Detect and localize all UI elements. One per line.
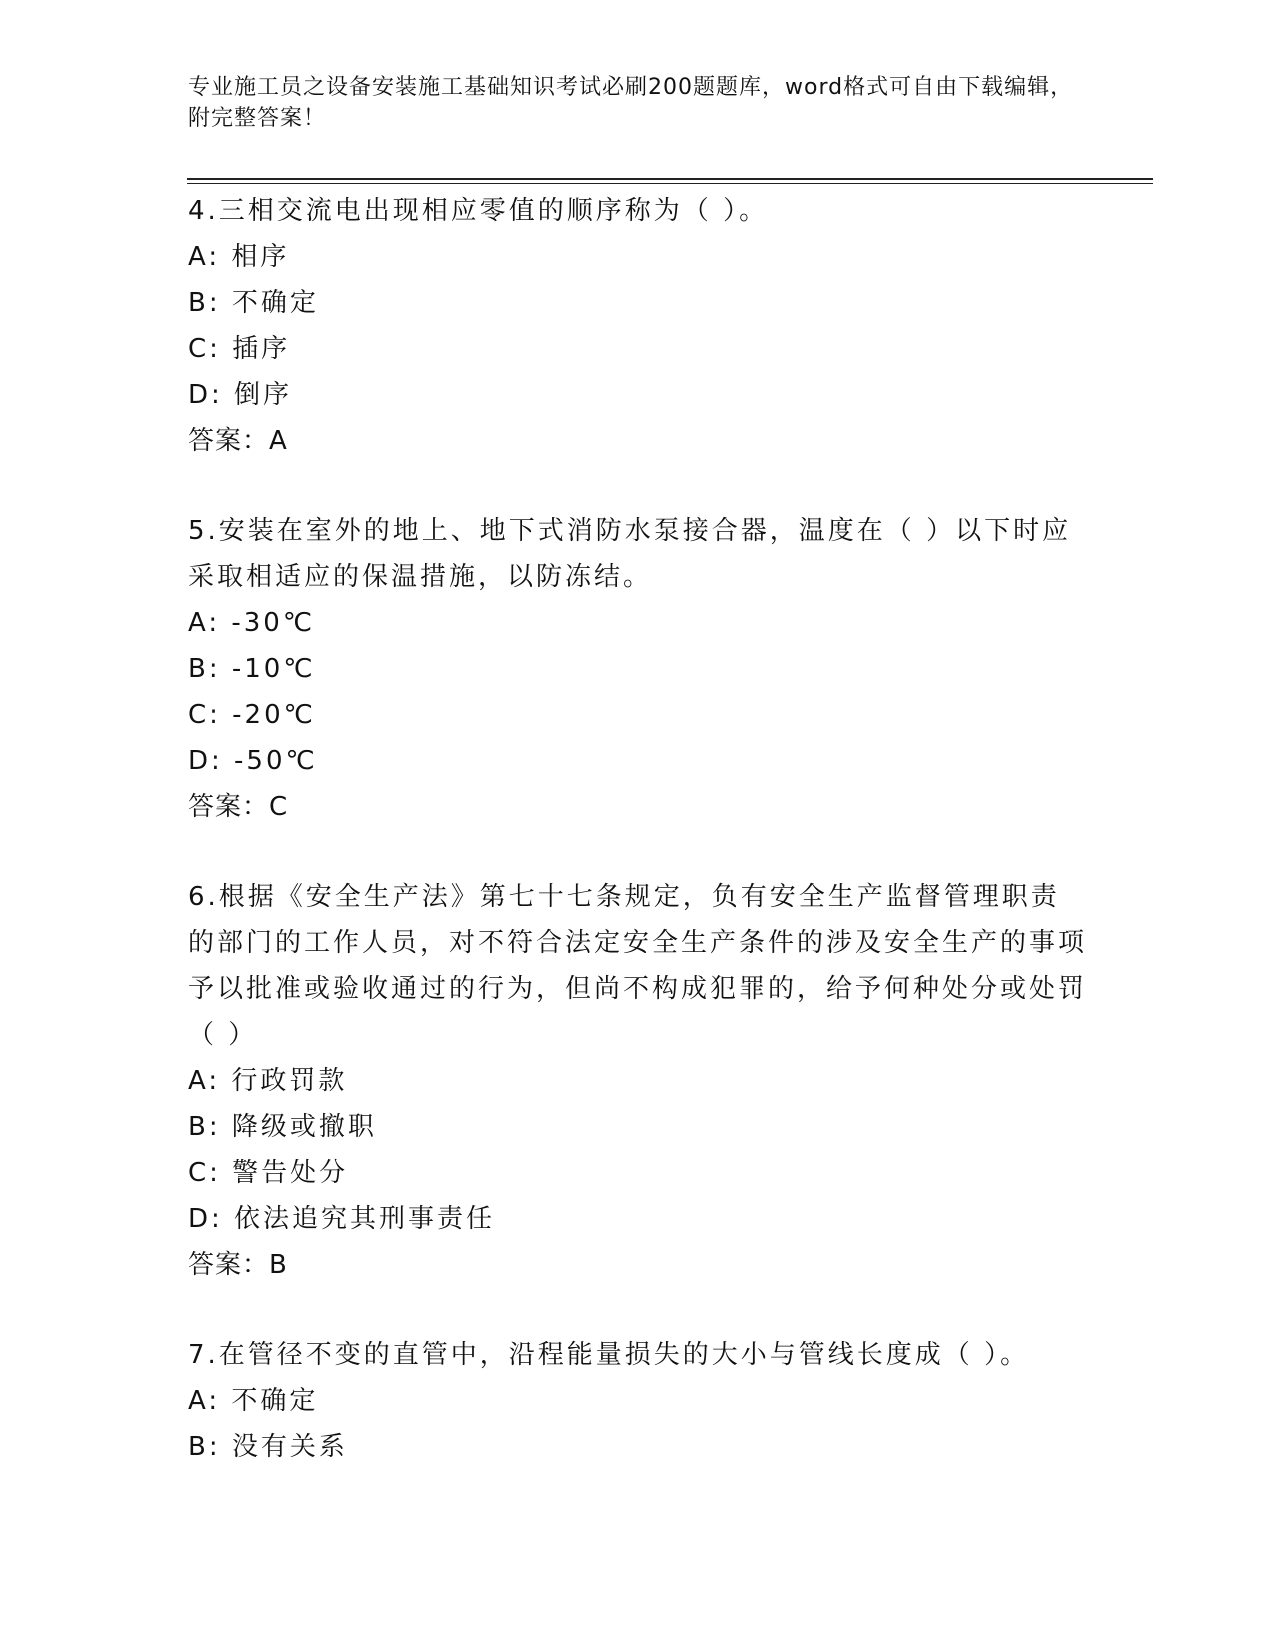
question-stem: 6.根据《安全生产法》第七十七条规定，负有安全生产监督管理职责的部门的工作人员，对不符合法定安全生产条件的涉及安全生产的事项予以批准或验收通过的行为，但尚不构成犯罪的，给予何种处分或处罚（ ） (188, 882, 1088, 1050)
option-d: D: -50℃ (188, 746, 318, 776)
answer-label: 答案：B (188, 1250, 288, 1280)
option-b: B: 不确定 (188, 288, 319, 318)
header-divider-thick (187, 178, 1153, 180)
answer-label: 答案：C (188, 792, 289, 822)
option-d: D: 倒序 (188, 380, 293, 410)
option-c: C: -20℃ (188, 700, 316, 730)
question-stem: 7.在管径不变的直管中，沿程能量损失的大小与管线长度成（ ）。 (188, 1340, 1030, 1370)
option-b: B: 没有关系 (188, 1432, 348, 1462)
option-b: B: 降级或撤职 (188, 1112, 377, 1142)
answer-label: 答案：A (188, 426, 288, 456)
question-stem: 5.安装在室外的地上、地下式消防水泵接合器，温度在（ ）以下时应采取相适应的保温措施，以防冻结。 (188, 516, 1072, 592)
question-6 (188, 874, 1088, 1288)
question-7 (188, 1332, 1088, 1470)
option-a: A: 相序 (188, 242, 290, 272)
question-stem: 4.三相交流电出现相应零值的顺序称为（ ）。 (188, 196, 769, 226)
option-a: A: 不确定 (188, 1386, 319, 1416)
question-4 (188, 188, 1088, 464)
option-c: C: 警告处分 (188, 1158, 349, 1188)
option-a: A: 行政罚款 (188, 1066, 348, 1096)
document-header-title: 专业施工员之设备安装施工基础知识考试必刷200题题库，word格式可自由下载编辑，附完整答案！ (188, 75, 1074, 131)
question-5 (188, 508, 1088, 830)
option-c: C: 插序 (188, 334, 291, 364)
option-b: B: -10℃ (188, 654, 316, 684)
header-divider-thin (187, 183, 1153, 184)
option-d: D: 依法追究其刑事责任 (188, 1204, 496, 1234)
option-a: A: -30℃ (188, 608, 316, 638)
question-list (188, 188, 1088, 1470)
